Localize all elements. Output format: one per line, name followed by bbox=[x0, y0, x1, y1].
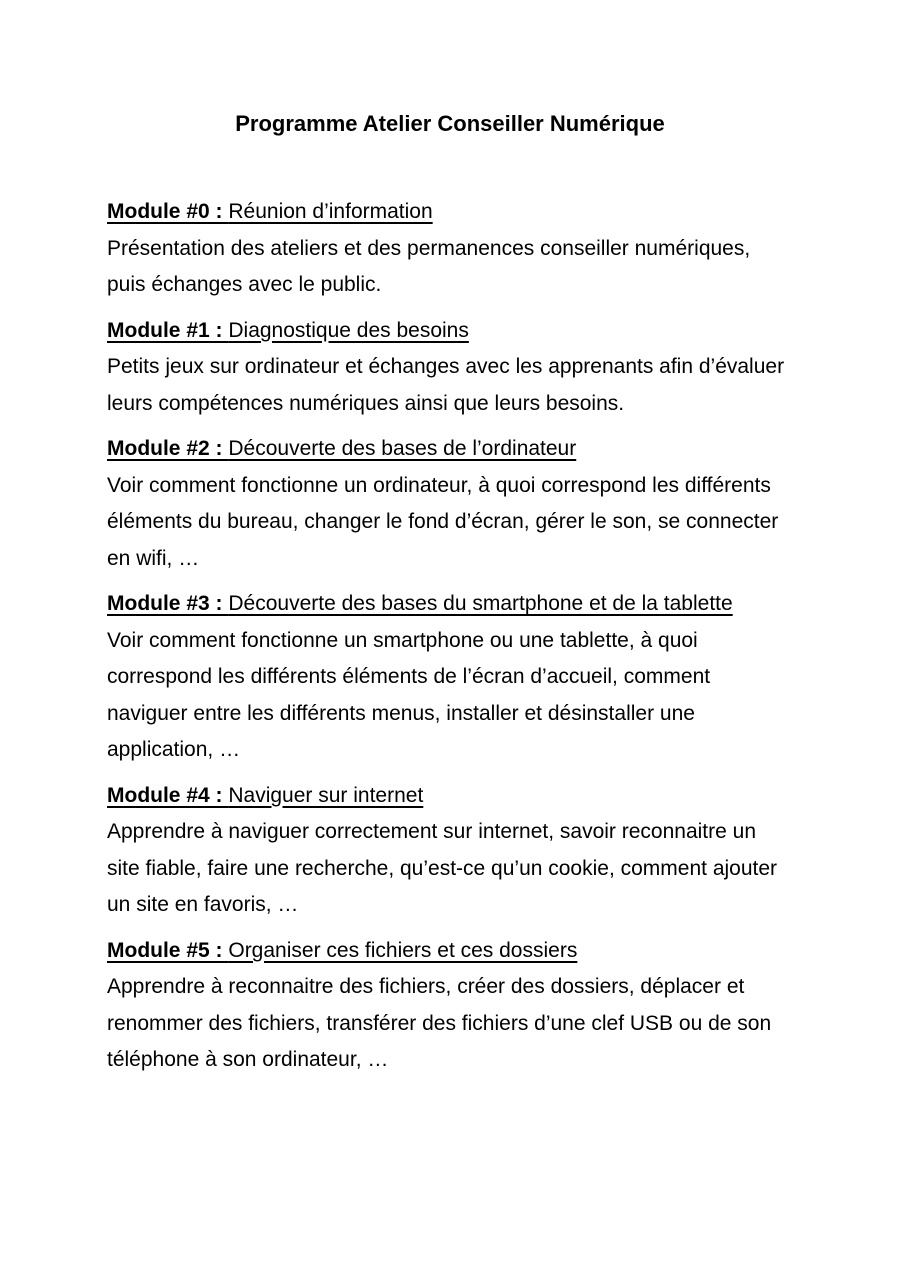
module-heading bbox=[107, 194, 793, 231]
module-body: Présentation des ateliers et des permanences conseiller numériques, puis échanges avec le public. bbox=[107, 236, 751, 296]
module-heading bbox=[107, 313, 793, 350]
module-section-1 bbox=[107, 313, 793, 423]
module-section-3 bbox=[107, 586, 793, 769]
module-heading bbox=[107, 933, 793, 970]
module-section-2 bbox=[107, 431, 793, 577]
module-section-5 bbox=[107, 933, 793, 1079]
module-body: Petits jeux sur ordinateur et échanges avec les apprenants afin d’évaluer leurs compétences numériques ainsi que leurs besoins. bbox=[107, 355, 785, 415]
module-section-0 bbox=[107, 194, 793, 304]
module-heading bbox=[107, 431, 793, 468]
module-body: Apprendre à reconnaitre des fichiers, créer des dossiers, déplacer et renommer des fichiers, transférer des fichiers d’une clef USB ou de son téléphone à son ordinateur, … bbox=[107, 975, 772, 1071]
module-body: Voir comment fonctionne un smartphone ou une tablette, à quoi correspond les différents éléments de l’écran d’accueil, comment naviguer entre les différents menus, installer et désinstaller une application, … bbox=[107, 628, 711, 761]
module-title: Diagnostique des besoins bbox=[228, 318, 469, 342]
module-label: Module #3 : bbox=[107, 592, 223, 615]
module-title: Organiser ces fichiers et ces dossiers bbox=[228, 938, 578, 962]
module-label: Module #0 : bbox=[107, 200, 223, 223]
page-title: Programme Atelier Conseiller Numérique bbox=[235, 111, 665, 136]
module-title: Réunion d’information bbox=[228, 200, 433, 223]
module-heading bbox=[107, 586, 793, 623]
module-label: Module #4 : bbox=[107, 783, 223, 807]
module-title: Découverte des bases du smartphone et de la tablette bbox=[228, 592, 733, 615]
module-title: Naviguer sur internet bbox=[228, 783, 424, 807]
module-label: Module #1 : bbox=[107, 318, 223, 342]
module-label: Module #5 : bbox=[107, 938, 223, 962]
module-label: Module #2 : bbox=[107, 437, 223, 460]
module-body: Apprendre à naviguer correctement sur internet, savoir reconnaitre un site fiable, faire une recherche, qu’est-ce qu’un cookie, comment ajouter un site en favoris, … bbox=[107, 820, 778, 916]
module-section-4 bbox=[107, 778, 793, 924]
module-title: Découverte des bases de l’ordinateur bbox=[228, 437, 577, 460]
module-heading bbox=[107, 778, 793, 815]
module-body: Voir comment fonctionne un ordinateur, à quoi correspond les différents éléments du bureau, changer le fond d’écran, gérer le son, se connecter en wifi, … bbox=[107, 473, 779, 570]
